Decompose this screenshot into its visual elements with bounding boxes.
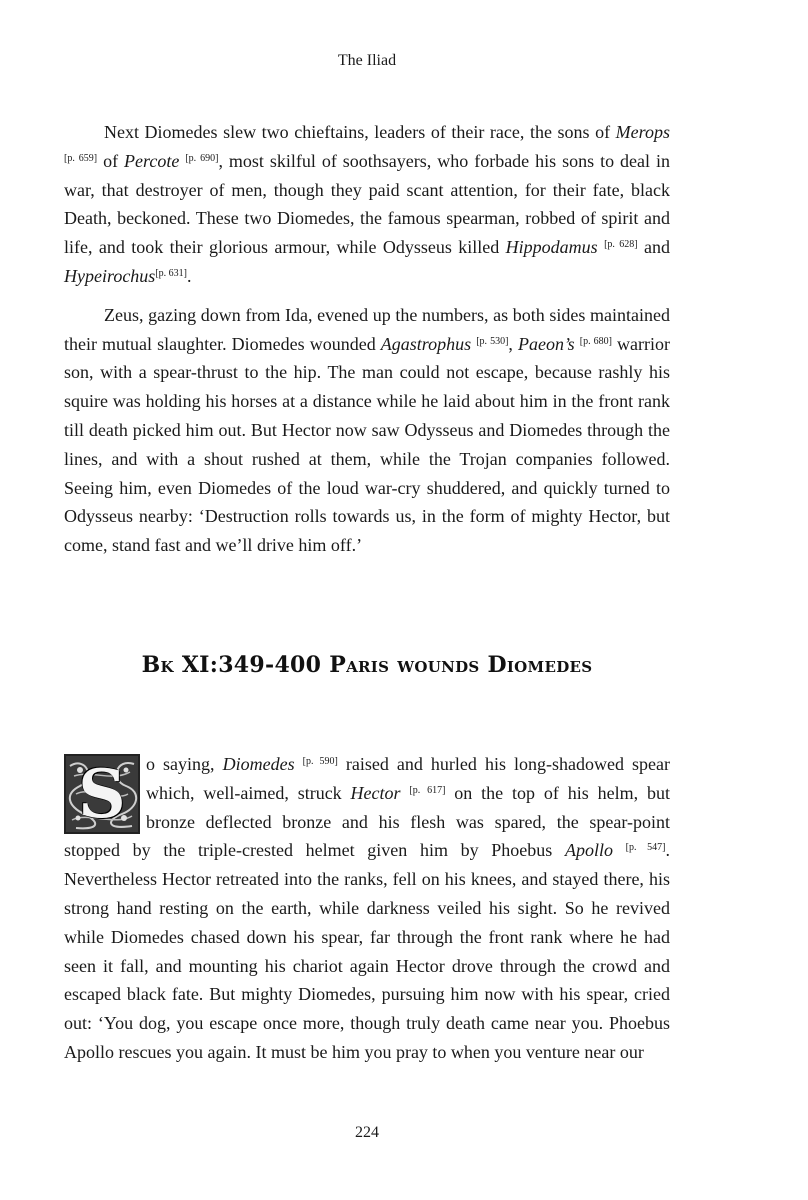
- text-run: o saying,: [146, 754, 223, 774]
- text-run: ,: [508, 333, 518, 354]
- page-ref[interactable]: [p. 680]: [579, 335, 612, 347]
- name-link-hippodamus[interactable]: Hippodamus: [505, 237, 598, 258]
- section-heading: Bk XI:349-400 Paris wounds Diomedes: [141, 652, 593, 678]
- text-run: and: [637, 237, 670, 258]
- text-run: , most skilful of soothsayers, who forbade his sons to deal in war, that destroyer of men, though they paid scant attention, for their fate, black Death, beckoned. These two Diomedes, the famous spearman, robbed of spirit and life, and took their glorious armour, while Odysseus killed: [64, 150, 670, 258]
- page-ref[interactable]: [p. 690]: [185, 152, 219, 164]
- page-ref[interactable]: [p. 617]: [409, 784, 446, 796]
- body-text-bottom: [64, 750, 670, 1067]
- page-ref[interactable]: [p. 659]: [64, 152, 98, 164]
- name-link-diomedes[interactable]: Diomedes: [222, 754, 295, 774]
- page-ref[interactable]: [p. 628]: [604, 239, 638, 251]
- body-text-top: [64, 118, 670, 560]
- paragraph-2: [64, 301, 670, 560]
- text-run: raised and hurled his long-shadowed spear which, well-aimed, struck: [146, 754, 670, 803]
- name-link-merops[interactable]: Merops: [615, 122, 670, 142]
- dropcap-letter: S: [78, 755, 126, 833]
- name-link-paeon[interactable]: Paeon’s: [518, 333, 575, 354]
- name-link-hypeirochus[interactable]: Hypeirochus: [64, 265, 156, 286]
- text-run: Zeus, gazing down from Ida, evened up the numbers, as both sides maintained their mutual slaughter. Diomedes wounded: [64, 304, 670, 354]
- name-link-percote[interactable]: Percote: [124, 150, 180, 171]
- text-run: . Nevertheless Hector retreated into the ranks, fell on his knees, and stayed there, his strong hand resting on the earth, while darkness veiled his sight. So he revived while Diomedes chased down his spear, far through the front rank where he had seen it fall, and mounting his chariot again Hector drove through the crowd and escaped black fate. But mighty Diomedes, pursuing him now with his spear, cried out: ‘You dog, you escape once more, though truly death came near you. Phoebus Apollo rescues you again. It must be him you pray to when you venture near our: [64, 840, 671, 1062]
- name-link-apollo[interactable]: Apollo: [564, 840, 613, 861]
- book-page: [64, 0, 670, 1200]
- page-ref[interactable]: [p. 547]: [625, 842, 666, 854]
- ornamental-dropcap: [64, 754, 140, 834]
- name-link-agastrophus[interactable]: Agastrophus: [380, 333, 472, 354]
- text-run: .: [186, 265, 192, 286]
- page-ref[interactable]: [p. 631]: [155, 267, 187, 279]
- name-link-hector[interactable]: Hector: [350, 782, 401, 803]
- page-number: 224: [355, 1124, 379, 1141]
- page-ref[interactable]: [p. 530]: [476, 335, 509, 347]
- paragraph-1: [64, 118, 670, 291]
- text-run: on the top of his helm, but bronze deflected bronze and his flesh was spared, the spear-point stopped by the triple-crested helmet given him by Phoebus: [64, 782, 670, 861]
- text-run: Next Diomedes slew two chieftains, leaders of their race, the sons of: [104, 122, 616, 142]
- running-head: The Iliad: [337, 52, 397, 69]
- text-run: warrior son, with a spear-thrust to the hip. The man could not escape, because rashly his squire was holding his horses at a distance while he laid about him in the front rank till death picked him out. But Hector now saw Odysseus and Diomedes through the lines, and with a shout rushed at them, while the Trojan companies followed. Seeing him, even Diomedes of the loud war-cry shuddered, and quickly turned to Odysseus nearby: ‘Destruction rolls towards us, in the form of mighty Hector, but come, stand fast and we’ll drive him off.’: [64, 333, 671, 556]
- text-run: of: [97, 150, 125, 171]
- page-ref[interactable]: [p. 590]: [302, 756, 338, 767]
- paragraph-3: [64, 750, 670, 1067]
